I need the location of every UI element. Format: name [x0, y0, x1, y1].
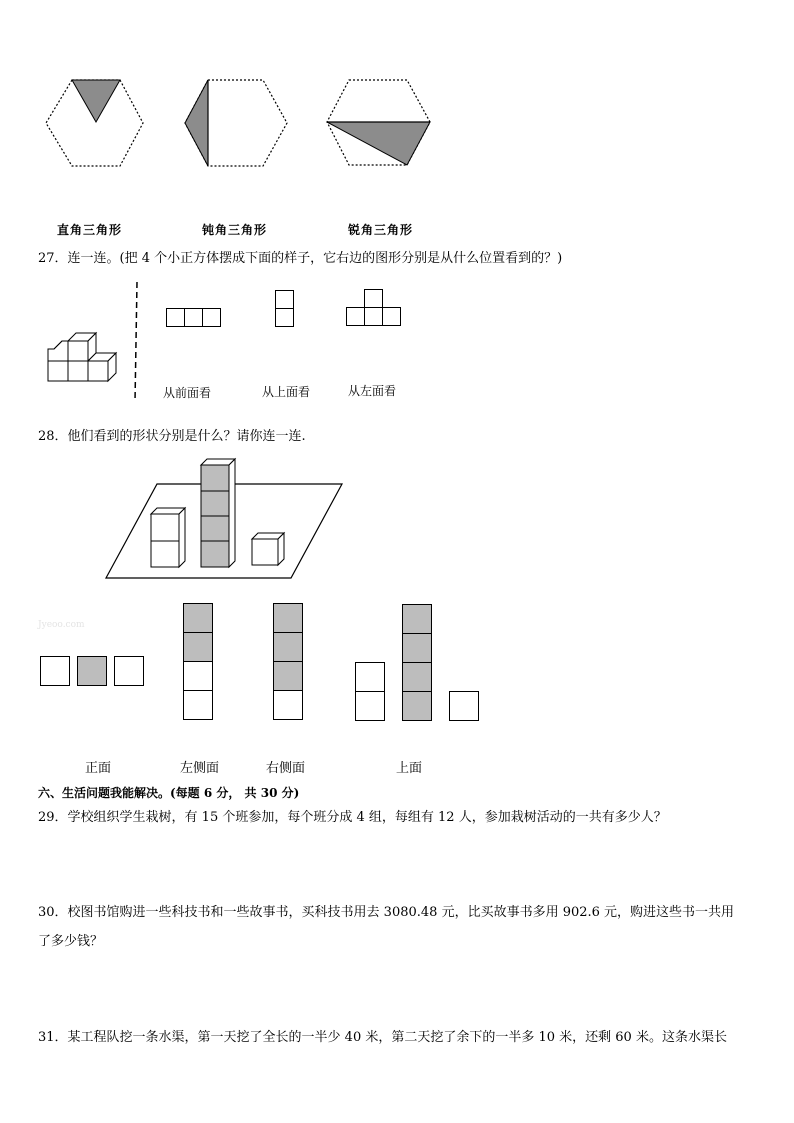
- q28-scene-figure: [100, 455, 350, 585]
- question-31-line-1: 31．某工程队挖一条水渠，第一天挖了全长的一半少 40 米，第二天挖了余下的一半多 10 米，还剩 60 米。这条水渠长: [38, 1030, 727, 1045]
- q27-label-top: 从上面看: [262, 385, 311, 399]
- hexagon-acute-triangle-figure: [327, 80, 430, 165]
- hexagon-figures: [0, 0, 794, 210]
- q28-label-left-side: 左侧面: [180, 761, 220, 776]
- hexagon-label-right: 直角三角形: [57, 223, 123, 237]
- hexagon-right-triangle-figure: [46, 80, 143, 166]
- q27-cube-figure: [40, 280, 140, 405]
- question-28-text: 28．他们看到的形状分别是什么？请你连一连.: [38, 429, 306, 444]
- q28-label-front: 正面: [85, 761, 112, 776]
- watermark: Jyeoo.com: [38, 620, 85, 630]
- question-30-line-2: 了多少钱？: [38, 934, 104, 949]
- q27-label-left: 从左面看: [348, 384, 397, 398]
- question-30-line-1: 30．校图书馆购进一些科技书和一些故事书，买科技书用去 3080.48 元，比买故事书多用 902.6 元，购进这些书一共用: [38, 905, 735, 920]
- hexagon-label-acute: 锐角三角形: [348, 223, 414, 237]
- q28-label-top: 上面: [396, 761, 423, 776]
- q28-label-right-side: 右侧面: [266, 761, 306, 776]
- hexagon-obtuse-triangle-figure: [185, 80, 287, 166]
- q27-label-front: 从前面看: [163, 386, 212, 400]
- question-29-text: 29．学校组织学生栽树，有 15 个班参加，每个班分成 4 组，每组有 12 人，参加栽树活动的一共有多少人？: [38, 810, 667, 825]
- question-27-text: 27．连一连。(把 4 个小正方体摆成下面的样子，它右边的图形分别是从什么位置看到的？): [38, 251, 563, 266]
- hexagon-label-obtuse: 钝角三角形: [202, 223, 268, 237]
- section-6-heading: 六、生活问题我能解决。(每题 6 分， 共 30 分): [38, 786, 300, 800]
